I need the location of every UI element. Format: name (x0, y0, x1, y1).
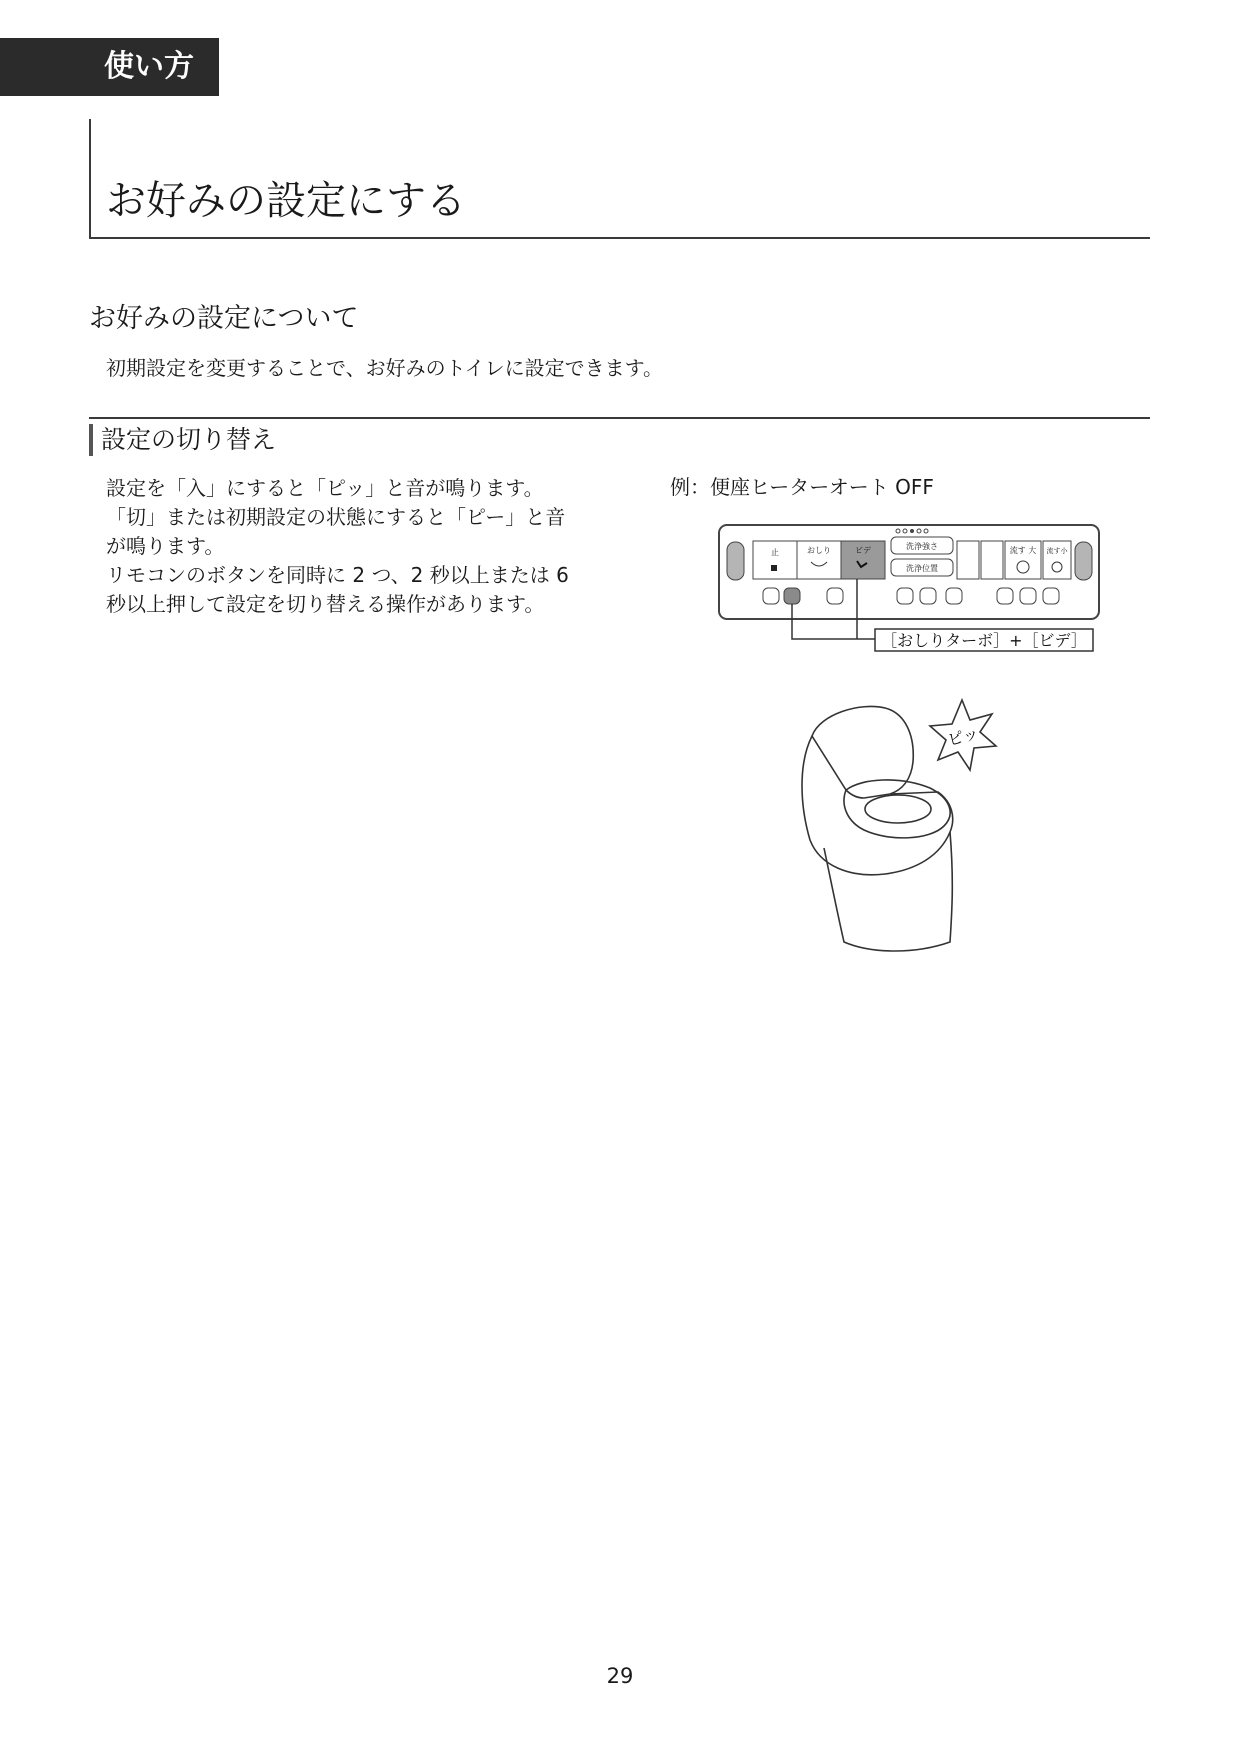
switching-line: 「切」または初期設定の状態にすると「ピー」と音 (106, 505, 566, 529)
section-tab: 使い方 (0, 38, 219, 96)
switching-line: リモコンのボタンを同時に 2 つ、2 秒以上または 6 (106, 563, 569, 587)
oshiri-button-label: おしり (807, 546, 831, 555)
move-wash-button (946, 588, 962, 604)
wash-strength-label: 洗浄強さ (906, 542, 938, 551)
power-button (1043, 588, 1059, 604)
example-label: 例：便座ヒーターオート OFF (670, 475, 934, 499)
flush-eco-button (957, 541, 979, 579)
flush-small-label: 流す小 (1046, 547, 1068, 555)
stop-icon (771, 565, 777, 571)
switching-heading: 設定の切り替え (101, 425, 277, 454)
toilet-illustration (780, 690, 1020, 960)
about-heading: お好みの設定について (89, 303, 359, 334)
wash-position-label: 洗浄位置 (906, 564, 938, 573)
stop-button (753, 541, 797, 579)
switching-line: 設定を「入」にすると「ピッ」と音が鳴ります。 (106, 476, 544, 500)
switching-divider (89, 417, 1150, 419)
auto-wash-button (997, 588, 1013, 604)
title-divider-horizontal (89, 237, 1150, 239)
page-title: お好みの設定にする (106, 178, 466, 224)
water-temp-button (920, 588, 936, 604)
flush-large-label: 流す 大 (1009, 546, 1037, 555)
bide-button-label: ビデ (855, 546, 871, 555)
about-text: 初期設定を変更することで、お好みのトイレに設定できます。 (106, 356, 663, 380)
switching-description (106, 474, 596, 619)
wide-wash-button (763, 588, 779, 604)
remote-right-grip (1075, 542, 1092, 580)
page-number: 29 (606, 1664, 634, 1688)
toilet-seat (844, 780, 950, 838)
deodorize-button (1020, 588, 1036, 604)
switching-heading-marker (89, 424, 93, 456)
title-divider-vertical (89, 119, 91, 239)
flush-eco2-button (981, 541, 1003, 579)
remote-left-grip (727, 542, 744, 580)
stop-button-label: 止 (771, 548, 779, 557)
toilet-bowl-opening (865, 795, 931, 823)
toilet-lid (812, 706, 913, 798)
sound-burst-label: ピッ (945, 723, 981, 750)
seat-temp-button (897, 588, 913, 604)
switching-line: が鳴ります。 (106, 534, 225, 558)
oshiri-turbo-button (784, 588, 800, 604)
nozzle-button (827, 588, 843, 604)
toilet-base (824, 832, 952, 951)
callout-text: ［おしりターボ］+［ビデ］ (881, 631, 1087, 650)
remote-control-illustration (705, 515, 1105, 690)
switching-line: 秒以上押して設定を切り替える操作があります。 (106, 592, 545, 616)
